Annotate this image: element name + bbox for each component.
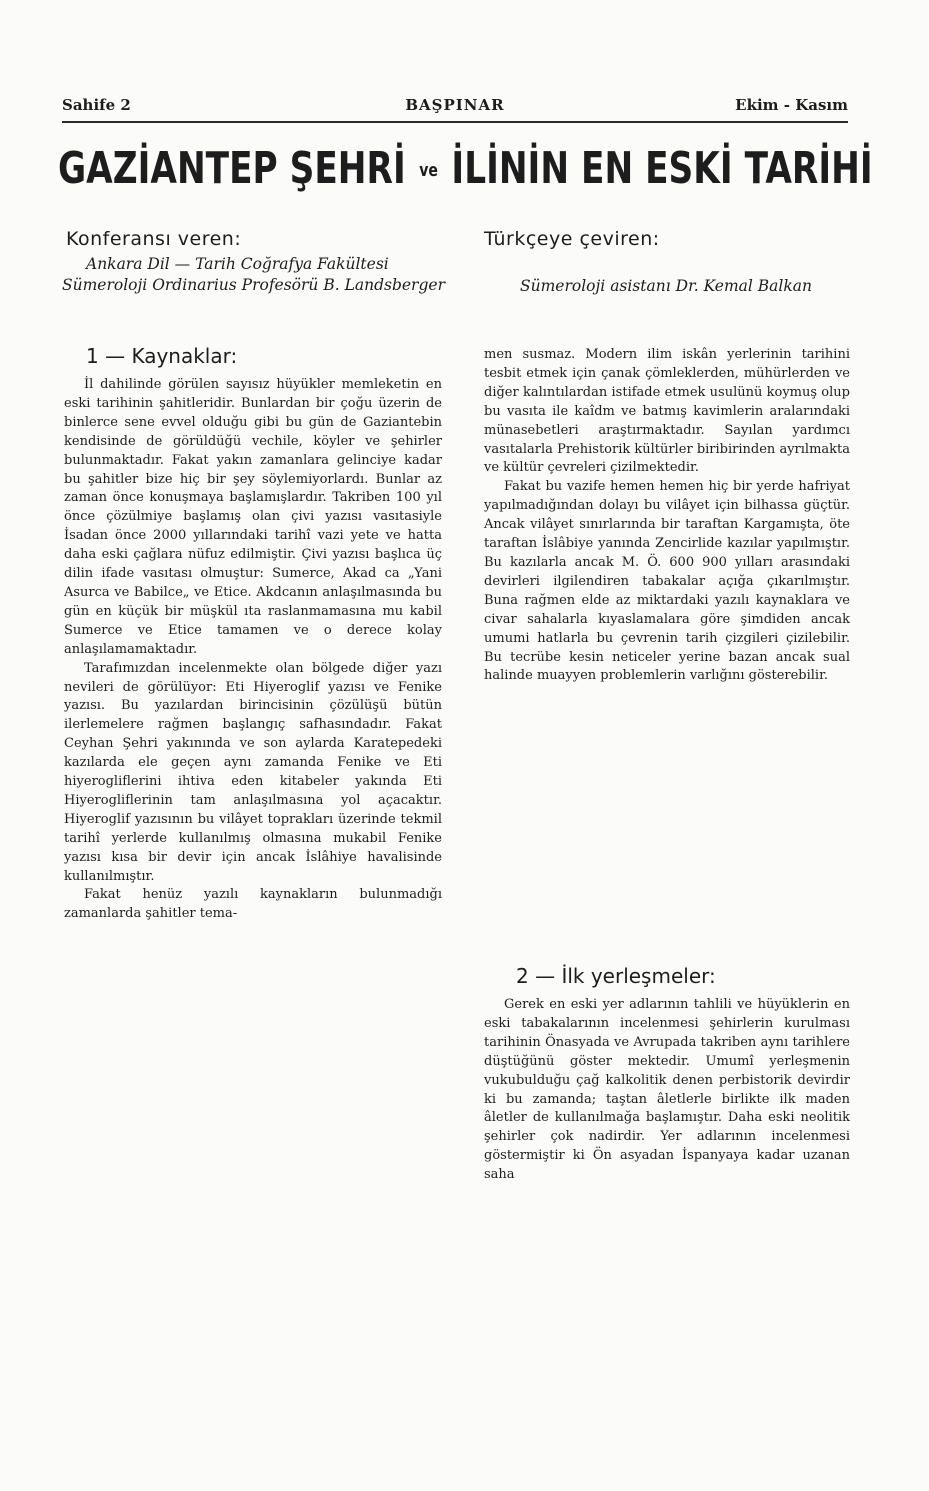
left-column — [64, 376, 442, 924]
issue-date: Ekim - Kasım — [735, 96, 848, 114]
author-text: Ankara Dil — Tarih Coğrafya Fakültesi Sümeroloji Ordinarius Profesörü B. Landsberger — [62, 255, 445, 294]
paragraph: Fakat henüz yazılı kaynakların bulunmadığı zamanlarda şahitler tema- — [64, 887, 442, 922]
running-head — [62, 96, 848, 120]
title-conjunction: ve — [419, 160, 438, 181]
translator-label: Türkçeye çeviren: — [484, 228, 660, 250]
header-rule — [62, 121, 848, 123]
title-part-1: GAZİANTEP ŞEHRİ — [58, 143, 406, 194]
paragraph: Fakat bu vazife hemen hemen hiç bir yerde hafriyat yapılmadığından dolayı bu vilâyet için bilhassa güçtür. Ancak vilâyet sınırlarında bir taraftan Kargamışta, öte taraftan İslâbiye yanında Zencirlide kazılar yapılmıştır. Bu kazılarla ancak M. Ö. 600 900 yılları arasındaki devirleri ilgilendiren tabakalar açığa çıkarılmıştır. Buna rağmen elde az miktardaki yazılı kaynaklara ve civar sahalarla kıyaslamalara göre şimdiden ancak umumi hatlarla bu çevrenin tarih çizgileri çizilebilir. Bu tecrübe kesin neticeler yerine bazan ancak sual halinde muayyen problemlerin varlığını gösterebilir. — [484, 479, 850, 684]
author-label: Konferansı veren: — [66, 228, 242, 250]
paragraph: Tarafımızdan incelenmekte olan bölgede diğer yazı nevileri de görülüyor: Eti Hiyeroglif yazısı ve Fenike yazısı. Bu yazılardan birincisinin çözülüşü bütün ilerlemelere rağmen başlangıç safhasındadır. Fakat Ceyhan Şehri yakınında ve son aylarda Karatepedeki kazılarda ele geçen aynı zamanda Fenike ve Eti hiyerogliflerini ihtiva eden kitabeler yakında Eti Hiyerogliflerinin tam anlaşılmasına yol açacaktır. Hiyeroglif yazısının bu vilâyet toprakları üzerinde tekmil tarihî yerlerde kullanılmış olmasına mukabil Fenike yazısı kısa bir devir için ancak İslâhiye havalisinde kullanılmıştır. — [64, 660, 442, 884]
section-2-heading: 2 — İlk yerleşmeler: — [516, 964, 716, 988]
paragraph: Gerek en eski yer adlarının tahlili ve hüyüklerin en eski tabakalarının incelenmesi şehirlerin kurulması tarihinin Önasyada ve Avrupada takriben aynı tarihlere düştüğünü göster mektedir. Umumî yerleşmenin vukubulduğu çağ kalkolitik denen perbistorik devirdir ki bu zamanda; taştan âletlerle birlikte ilk maden âletler de kullanılmağa başlamıştır. Daha eski neolitik şehirler çok nadirdir. Yer adlarının incelenmesi göstermiştir ki Ön asyadan İspanyaya kadar uzanan saha — [484, 997, 850, 1183]
journal-name: BAŞPINAR — [405, 96, 505, 114]
section-1-heading: 1 — Kaynaklar: — [86, 344, 238, 368]
paragraph: men susmaz. Modern ilim iskân yerlerinin tarihini tesbit etmek için çanak çömleklerden, mühürlerden ve diğer kalıntılardan istifade etmek usulünü koymuş olup bu vasıta ile kaîdm ve batmış kavimlerin aralarındaki münasebetleri araştırmaktadır. Sayılan yardımcı vasıtalarla Prehistorik kültürler biribirinden ayrılmakta ve kültür çevreleri çizilmektedir. — [484, 347, 850, 476]
title-part-2: İLİNİN EN ESKİ TARİHİ — [451, 143, 873, 194]
paragraph: İl dahilinde görülen sayısız hüyükler memleketin en eski tarihinin şahitleridir. Bunlardan bir çoğu üzerin de binlerce sene evvel olduğu gibi bu gün de Gaziantebin kendisinde de görüldüğü vechile, köyler ve şehirler bulunmaktadır. Fakat yakın zamanlara gelinciye kadar bu şahitler bize hiç bir şey söylemiyorlardı. Bunlar az zaman önce konuşmaya başlamışlardır. Takriben 100 yıl önce çözülmiye başlamış olan çivi yazısı vasıtasiyle İsadan önce 2000 yıllarındaki tarihî vazi yete ve hatta daha eski çağlara nüfuz edilmiştir. Çivi yazısı başlıca üç dilin ifade vasıtası olmuştur: Sumerce, Akad ca „Yani Asurca ve Babilce„ ve Etice. Akdcanın anlaşılmasında bu gün en küçük bir müşkül ıta raslanmamasına mu kabil Sumerce ve Etice tamamen ve o derece kolay anlaşılamamaktadır. — [64, 377, 442, 657]
article-title — [58, 140, 873, 202]
page-number: Sahife 2 — [62, 96, 131, 114]
right-column-bottom — [484, 996, 850, 1185]
right-column-top — [484, 346, 850, 686]
translator-text: Sümeroloji asistanı Dr. Kemal Balkan — [520, 277, 812, 295]
